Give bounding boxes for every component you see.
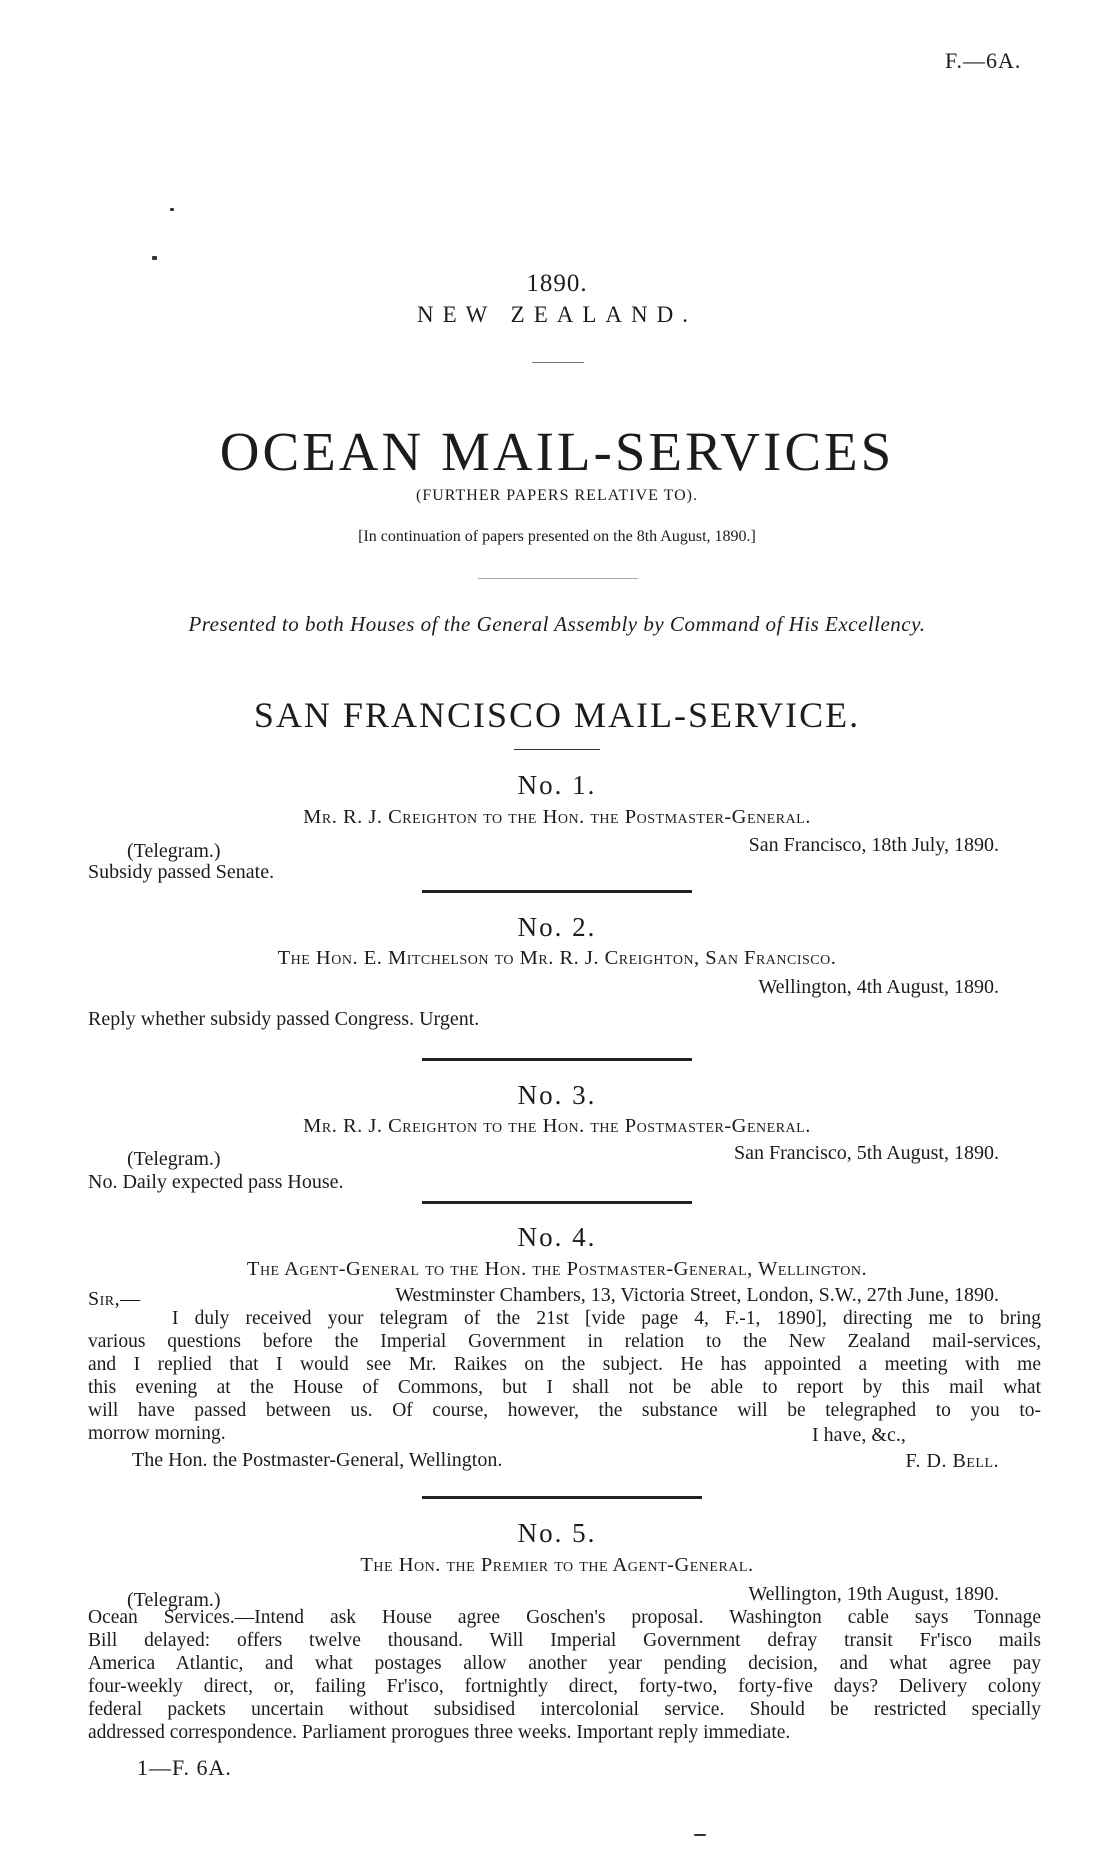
item-correspondents: The Agent-General to the Hon. the Postmaster-General, Wellington. [246,1258,868,1280]
item-correspondents: Mr. R. J. Creighton to the Hon. the Postmaster-General. [303,806,811,828]
divider [514,749,600,750]
divider [478,578,638,579]
letter-line: various questions before the Imperial Government in relation to the New Zealand mail-services, [88,1331,1041,1352]
telegram-body [88,1606,1041,1744]
telegram-line: America Atlantic, and what postages allow another year pending decision, and what agree pay [88,1653,1041,1674]
page-footer: 1—F. 6A. [137,1755,232,1780]
item-correspondents: The Hon. E. Mitchelson to Mr. R. J. Creighton, San Francisco. [277,947,837,969]
ink-speck [152,256,157,260]
section-rule [422,1058,692,1061]
ink-speck [694,1834,706,1836]
salutation: Sir,— [88,1288,141,1310]
country: NEW ZEALAND. [416,302,698,327]
presented-line: Presented to both Houses of the General Assembly by Command of His Excellency. [188,612,926,636]
place-date: San Francisco, 5th August, 1890. [734,1142,999,1164]
continuation-note: [In continuation of papers presented on the 8th August, 1890.] [358,528,756,545]
telegram-label: (Telegram.) [127,840,221,862]
letter-line: and I replied that I would see Mr. Raikes on the subject. He has appointed a meeting with me [88,1354,1041,1375]
item-text: Subsidy passed Senate. [88,861,275,883]
item-text: Reply whether subsidy passed Congress. Urgent. [88,1008,480,1030]
addressee: The Hon. the Postmaster-General, Wellington. [132,1449,503,1471]
telegram-line: Bill delayed: offers twelve thousand. Will Imperial Government defray transit Fr'isco mails [88,1630,1041,1651]
section-rule [422,1496,702,1499]
document-subtitle: (FURTHER PAPERS RELATIVE TO). [416,487,698,504]
letter-line: this evening at the House of Commons, but I shall not be able to report by this mail what [88,1377,1041,1398]
item-number: No. 4. [517,1222,597,1252]
item-text: No. Daily expected pass House. [88,1171,344,1193]
item-number: No. 3. [517,1080,597,1110]
item-number: No. 5. [517,1518,597,1548]
section-rule [422,890,692,893]
item-correspondents: The Hon. the Premier to the Agent-General. [360,1554,754,1576]
item-correspondents: Mr. R. J. Creighton to the Hon. the Postmaster-General. [303,1115,811,1137]
section-title: SAN FRANCISCO MAIL-SERVICE. [253,695,861,735]
place-date: Westminster Chambers, 13, Victoria Street, London, S.W., 27th June, 1890. [395,1284,999,1306]
section-rule [422,1201,692,1204]
letter-line: morrow morning. [88,1423,226,1444]
ink-speck [170,208,174,211]
letter-line: I duly received your telegram of the 21st [vide page 4, F.-1, 1890], directing me to bring [172,1308,1041,1329]
place-date: Wellington, 4th August, 1890. [758,976,999,998]
signature: F. D. Bell. [905,1450,999,1472]
item-number: No. 2. [517,912,597,942]
telegram-label: (Telegram.) [127,1589,221,1611]
letter-line: will have passed between us. Of course, however, the substance will be telegraphed to you to- [88,1400,1041,1421]
document-title: OCEAN MAIL-SERVICES [219,421,895,482]
place-date: Wellington, 19th August, 1890. [748,1583,999,1605]
closing: I have, &c., [812,1424,906,1446]
telegram-line: Ocean Services.—Intend ask House agree Goschen's proposal. Washington cable says Tonnage [88,1607,1041,1628]
page-reference: F.—6A. [945,48,1022,73]
item-number: No. 1. [517,770,597,800]
year: 1890. [526,270,588,297]
telegram-line: federal packets uncertain without subsidised intercolonial service. Should be restricted specially [88,1699,1041,1720]
telegram-line: addressed correspondence. Parliament prorogues three weeks. Important reply immediate. [88,1722,791,1743]
divider [532,362,584,363]
telegram-label: (Telegram.) [127,1148,221,1170]
place-date: San Francisco, 18th July, 1890. [748,834,999,856]
telegram-line: four-weekly direct, or, failing Fr'isco, fortnightly direct, forty-two, forty-five days? Delivery colony [88,1676,1041,1697]
